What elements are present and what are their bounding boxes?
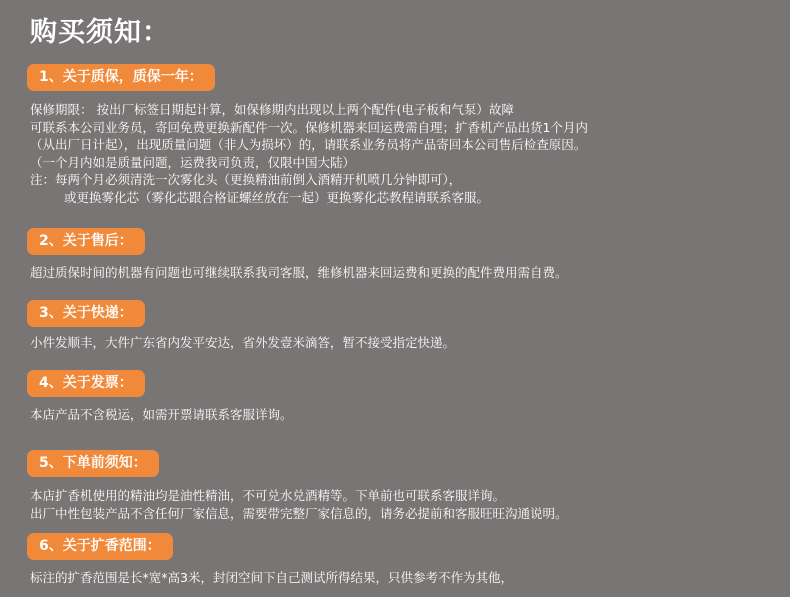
- section-body-before-order: [30, 487, 778, 522]
- section-label-invoice: 4、关于发票：: [27, 370, 145, 397]
- text-line: 保修期限： 按出厂标签日期起计算，如保修期内出现以上两个配件(电子板和气泵）故障: [30, 102, 514, 117]
- text-line: 超过质保时间的机器有问题也可继续联系我司客服，维修机器来回运费和更换的配件费用需自费。: [30, 265, 568, 280]
- text-line: （从出厂日计起），出现质量问题（非人为损坏）的，请联系业务员将产品寄回本公司售后检查原因。: [30, 137, 587, 152]
- text-line: 本店扩香机使用的精油均是油性精油，不可兑水兑酒精等。下单前也可联系客服详询。: [30, 488, 506, 503]
- section-body-invoice: [30, 406, 778, 424]
- text-line: （一个月内如是质量问题，运费我司负责，仅限中国大陆）: [30, 154, 356, 170]
- section-body-diffusion-range: [30, 569, 778, 587]
- text-line: 本店产品不含税运，如需开票请联系客服详询。: [30, 407, 293, 422]
- text-line: 可联系本公司业务员，寄回免费更换新配件一次。保修机器来回运费需自理；扩香机产品出货1个月内: [30, 119, 588, 135]
- text-line: 出厂中性包装产品不含任何厂家信息，需要带完整厂家信息的，请务必提前和客服旺旺沟通说明。: [30, 505, 568, 521]
- section-body-warranty: [30, 101, 778, 206]
- section-label-after-sales: 2、关于售后：: [27, 228, 145, 255]
- section-body-after-sales: [30, 264, 778, 282]
- section-label-before-order: 5、下单前须知：: [27, 450, 159, 477]
- text-line: 标注的扩香范围是长*宽*高3米，封闭空间下自己测试所得结果，只供参考不作为其他，: [30, 570, 513, 585]
- text-line: 小件发顺丰，大件广东省内发平安达，省外发壹米滴答，暂不接受指定快递。: [30, 335, 456, 350]
- section-label-diffusion-range: 6、关于扩香范围：: [27, 533, 173, 560]
- text-line: 或更换雾化芯（雾化芯跟合格证螺丝放在一起）更换雾化芯教程请联系客服。: [64, 189, 490, 205]
- section-label-warranty: 1、关于质保，质保一年：: [27, 64, 215, 91]
- section-body-shipping: [30, 334, 778, 352]
- section-label-shipping: 3、关于快递：: [27, 300, 145, 327]
- text-line: 注：每两个月必须清洗一次雾化头（更换精油前倒入酒精开机喷几分钟即可），: [30, 172, 462, 187]
- page-title: 购买须知：: [30, 17, 170, 48]
